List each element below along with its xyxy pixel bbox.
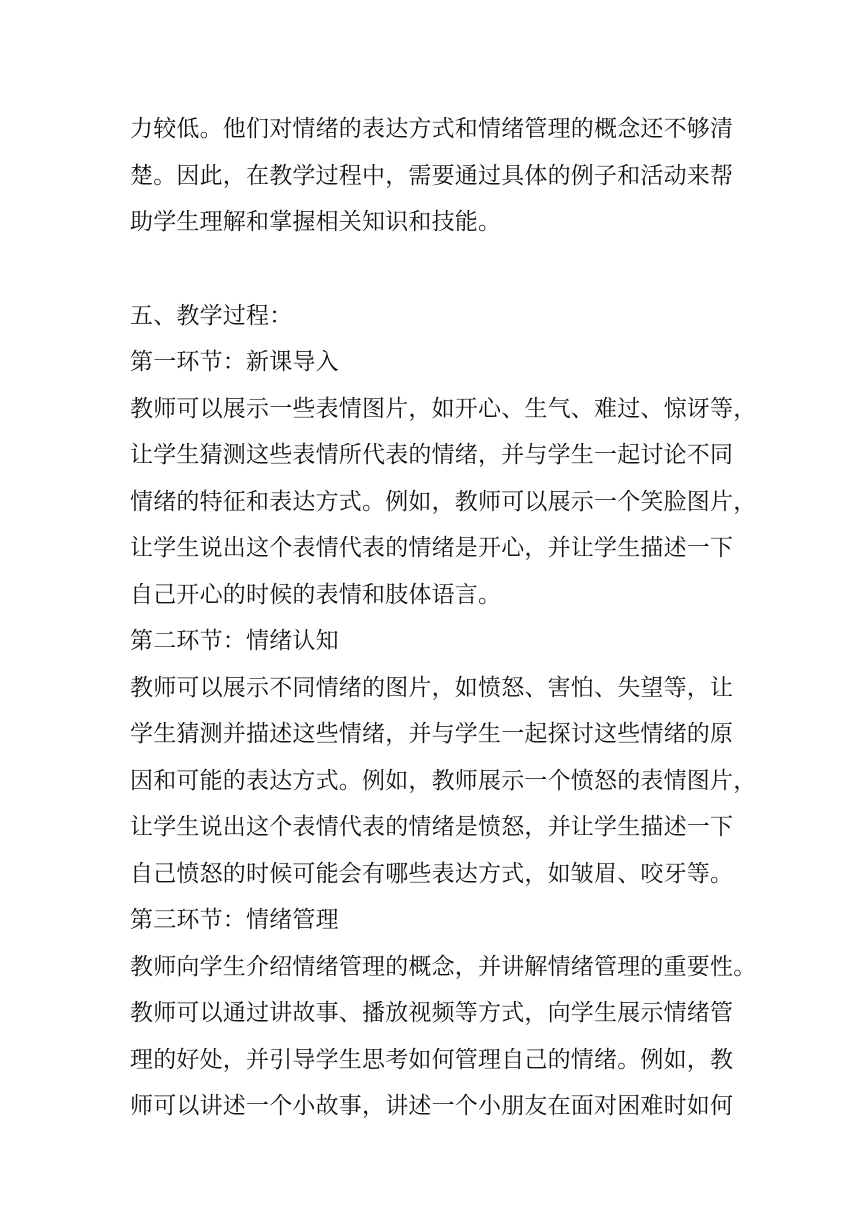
text-line: 让学生说出这个表情代表的情绪是开心，并让学生描述一下 [130,535,734,561]
paragraph-gap [130,246,762,293]
text-line: 学生猜测并描述这些情绪，并与学生一起探讨这些情绪的原 [130,721,734,747]
text-line: 理的好处，并引导学生思考如何管理自己的情绪。例如，教 [130,1046,734,1073]
text-line: 因和可能的表达方式。例如，教师展示一个愤怒的表情图片， [130,767,757,794]
text-line: 楚。因此，在教学过程中，需要通过具体的例子和活动来帮 [130,162,734,189]
text-line: 自己愤怒的时候可能会有哪些表达方式，如皱眉、咬牙等。 [130,860,734,887]
intro-paragraph [130,106,762,246]
step3-paragraph [130,944,762,1130]
text-line: 师可以讲述一个小故事，讲述一个小朋友在面对困难时如何 [130,1093,734,1119]
step1-heading: 第一环节：新课导入 [130,349,339,375]
text-line: 教师可以展示不同情绪的图片，如愤怒、害怕、失望等，让 [130,674,734,701]
section-heading: 五、教学过程： [130,302,293,329]
text-line: 情绪的特征和表达方式。例如，教师可以展示一个笑脸图片， [130,488,757,515]
text-line: 助学生理解和掌握相关知识和技能。 [130,209,502,235]
text-line: 教师可以展示一些表情图片，如开心、生气、难过、惊讶等， [130,395,757,422]
text-line: 让学生说出这个表情代表的情绪是愤怒，并让学生描述一下 [130,814,734,840]
text-line: 教师可以通过讲故事、播放视频等方式，向学生展示情绪管 [130,1000,734,1026]
step1-paragraph [130,386,762,619]
text-line: 让学生猜测这些表情所代表的情绪，并与学生一起讨论不同 [130,442,734,468]
text-line: 教师向学生介绍情绪管理的概念，并讲解情绪管理的重要性。 [130,953,757,980]
text-line: 力较低。他们对情绪的表达方式和情绪管理的概念还不够清 [130,116,734,142]
step2-heading: 第二环节：情绪认知 [130,628,339,654]
step3-heading: 第三环节：情绪管理 [130,907,339,933]
document-page [130,106,762,1130]
text-line: 自己开心的时候的表情和肢体语言。 [130,581,502,608]
step2-paragraph [130,665,762,898]
